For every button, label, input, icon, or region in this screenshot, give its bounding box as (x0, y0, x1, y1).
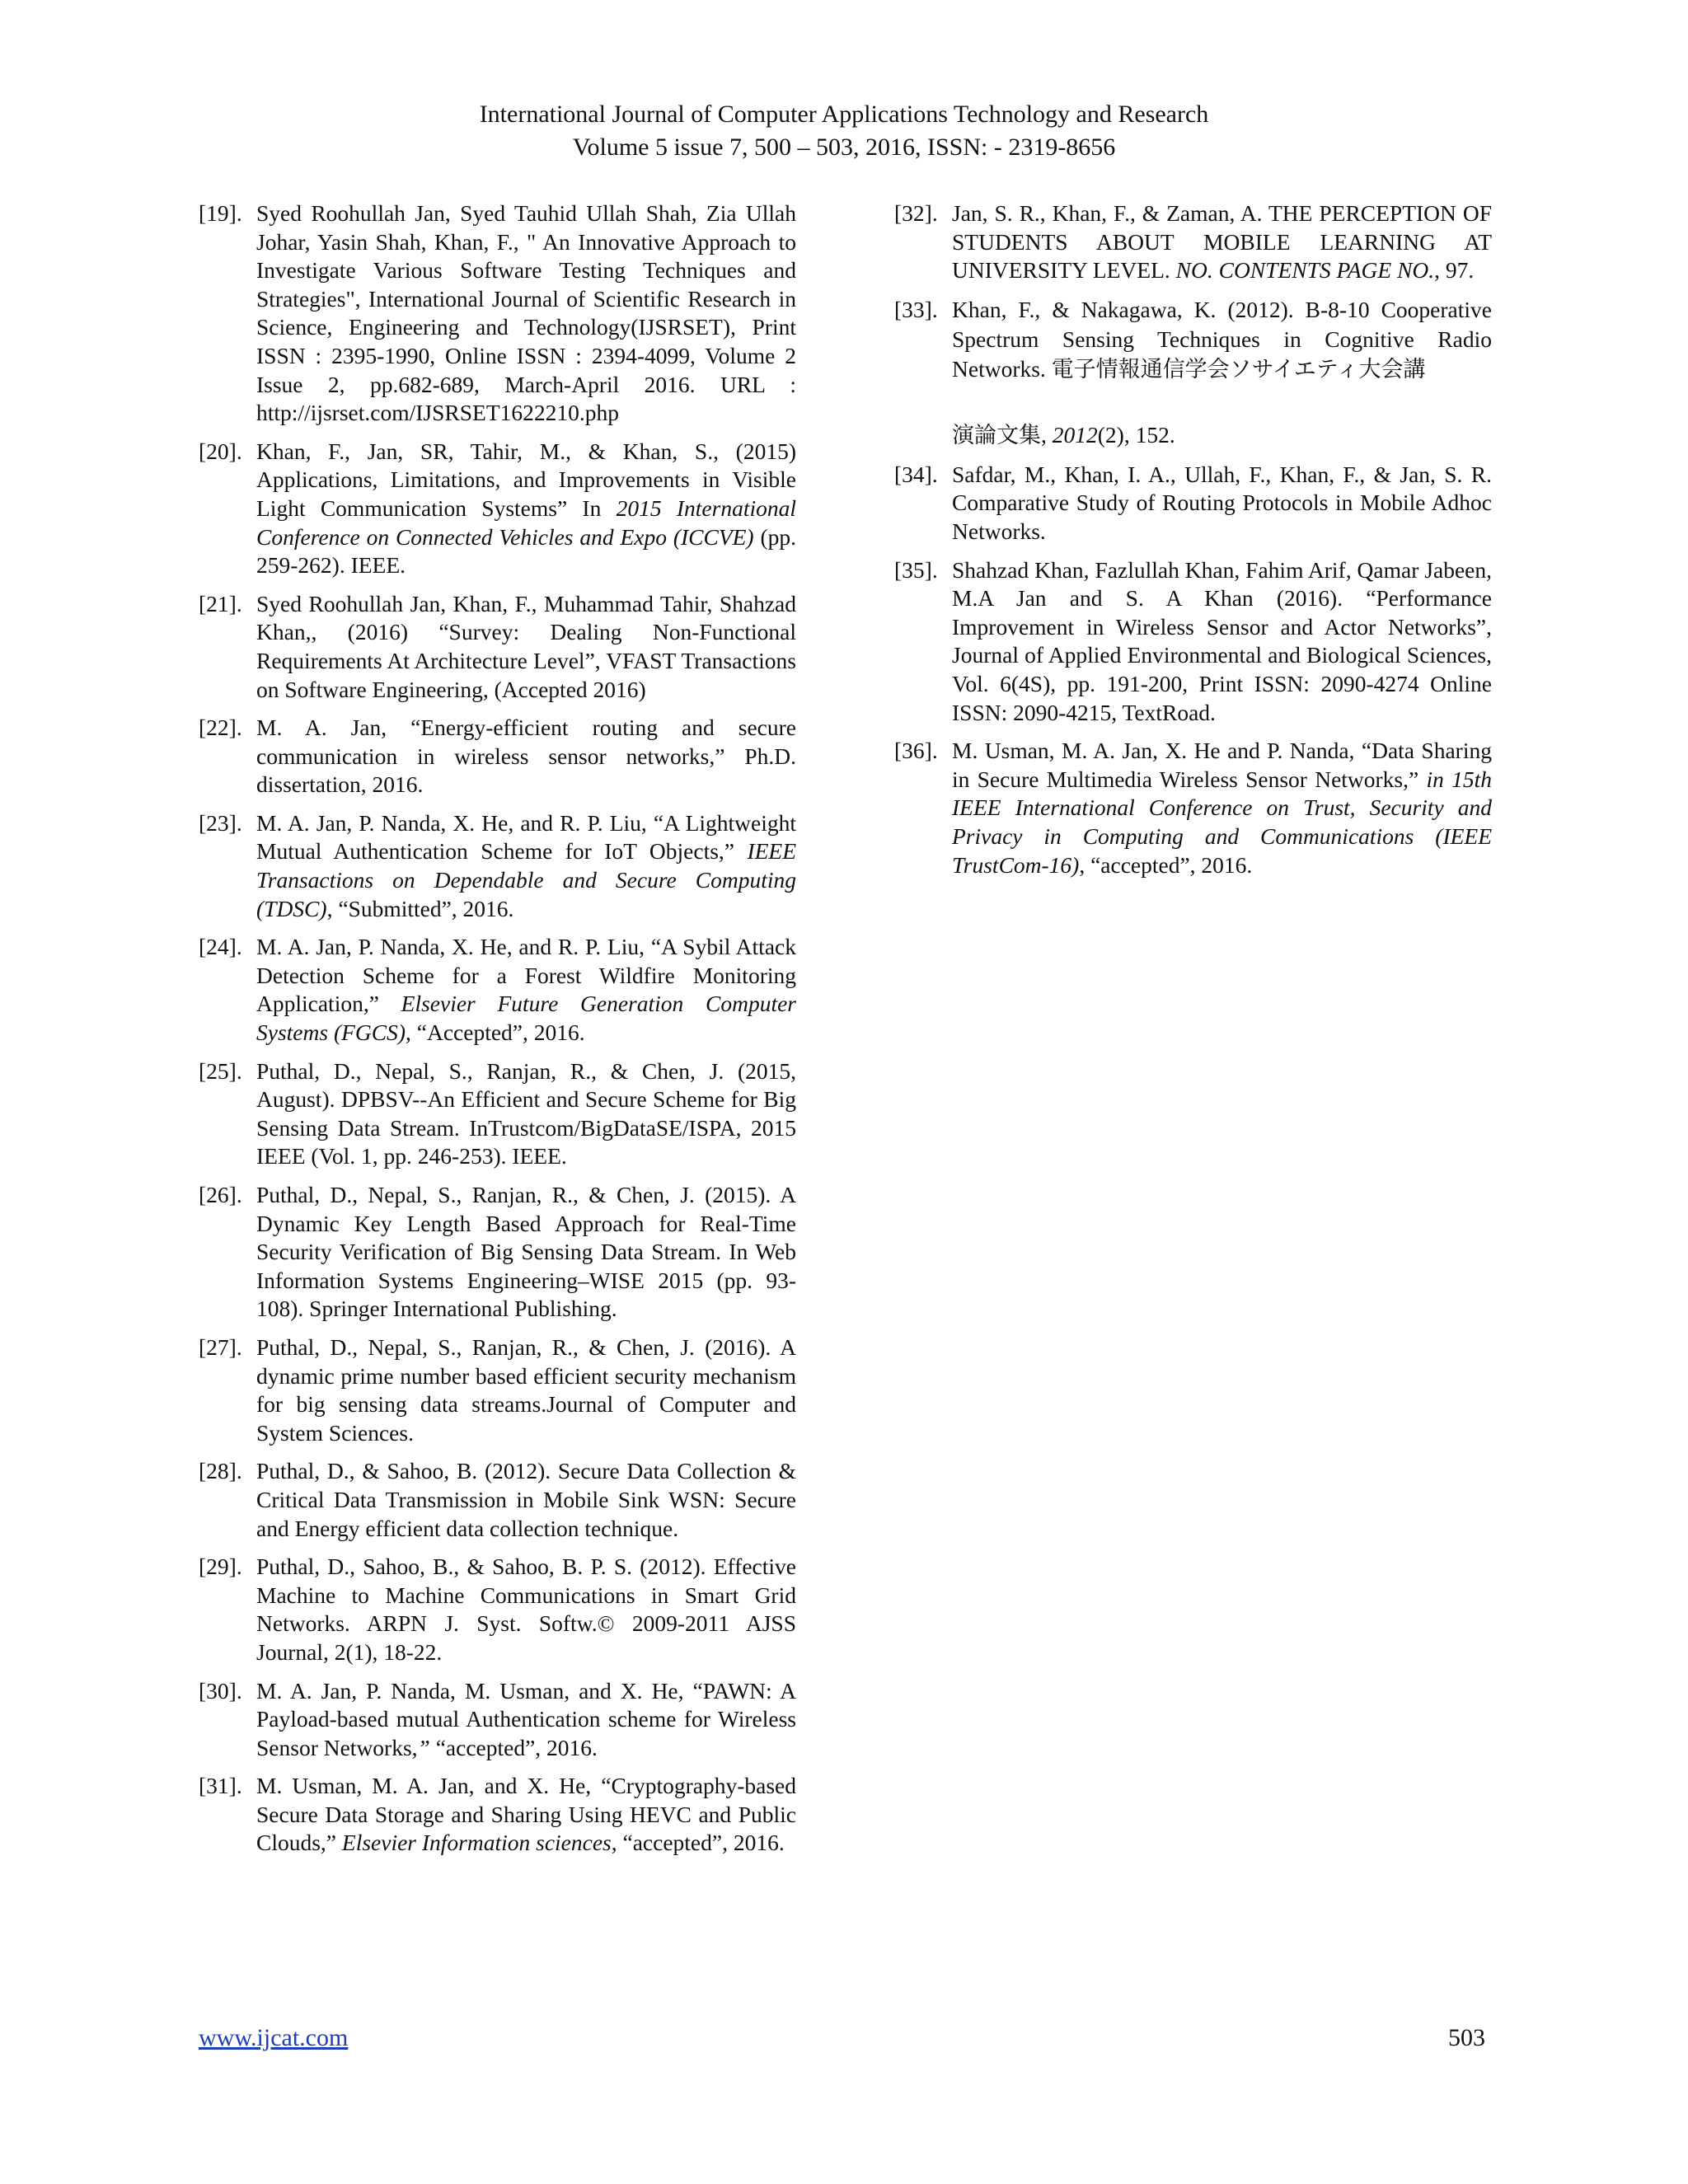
reference-text: Puthal, D., Nepal, S., Ranjan, R., & Chen, J. (2015). A Dynamic Key Length Based Approach for Real-Time Security Verification of Big Sensing Data Stream. In Web Information Systems Engineering–WISE 2015 (pp. 93-108). Springer International Publishing. (256, 1182, 796, 1322)
reference-venue: NO. CONTENTS PAGE NO. (1175, 257, 1435, 284)
reference-19 (199, 199, 796, 428)
reference-number: [34]. (894, 461, 938, 487)
reference-number: [22]. (199, 715, 242, 741)
references-right-column (894, 199, 1492, 889)
reference-number: [35]. (894, 556, 938, 583)
reference-32 (894, 199, 1492, 285)
reference-text: M. Usman, M. A. Jan, X. He and P. Nanda, “Data Sharing in Secure Multimedia Wireless Sensor Networks,” (952, 738, 1492, 792)
reference-36 (894, 737, 1492, 879)
reference-number: [30]. (199, 1677, 242, 1704)
journal-title: International Journal of Computer Applications Technology and Research (479, 101, 1209, 128)
reference-27 (199, 1333, 796, 1447)
reference-text: Khan, F., & Nakagawa, K. (2012). B-8-10 Cooperative Spectrum Sensing Techniques in Cognitive Radio Networks. (952, 296, 1492, 382)
reference-number: [32]. (894, 200, 938, 226)
reference-text-tail: “accepted”, 2016. (429, 1734, 598, 1760)
reference-text-tail: , “Submitted”, 2016. (326, 895, 514, 921)
journal-volume-issn: Volume 5 issue 7, 500 – 503, 2016, ISSN: - 2319-8656 (572, 134, 1116, 161)
reference-number: [25]. (199, 1057, 242, 1084)
journal-website-link[interactable]: www.ijcat.com (199, 2024, 349, 2051)
reference-number: [28]. (199, 1458, 242, 1484)
reference-text: Puthal, D., Sahoo, B., & Sahoo, B. P. S. (2012). Effective Machine to Machine Communications in Smart Grid Networks. ARPN J. Syst. Softw.© 2009-2011 AJSS Journal, 2(1), 18-22. (256, 1554, 796, 1665)
reference-text-tail: , “accepted”, 2016. (1079, 851, 1253, 878)
reference-number: [27]. (199, 1333, 242, 1360)
reference-34 (894, 461, 1492, 546)
reference-separator: , (1041, 421, 1053, 448)
reference-text-tail: (pp. 259-262). IEEE. (256, 523, 796, 579)
reference-number: [24]. (199, 934, 242, 960)
reference-italic-quote: ,” (411, 1734, 430, 1760)
reference-text-tail: , 97. (1434, 257, 1475, 284)
reference-venue: Elsevier Information sciences (341, 1830, 612, 1856)
references-left-column (199, 199, 796, 1868)
reference-number: [33]. (894, 296, 938, 322)
reference-text: Jan, S. R., Khan, F., & Zaman, A. THE PERCEPTION OF STUDENTS ABOUT MOBILE LEARNING AT UNIVERSITY LEVEL. (952, 200, 1492, 284)
reference-26 (199, 1181, 796, 1324)
reference-number: [26]. (199, 1182, 242, 1207)
reference-29 (199, 1553, 796, 1666)
reference-text: Khan, F., Jan, SR, Tahir, M., & Khan, S., (2015) Applications, Limitations, and Improvements in Visible Light Communication Systems” In (256, 438, 796, 521)
reference-text: Safdar, M., Khan, I. A., Ullah, F., Khan, F., & Jan, S. R. Comparative Study of Routing Protocols in Mobile Adhoc Networks. (952, 461, 1492, 544)
reference-25 (199, 1057, 796, 1171)
reference-venue: IEEE Transactions on Dependable and Secure Computing (TDSC) (256, 838, 796, 921)
reference-text-tail: , “Accepted”, 2016. (406, 1019, 585, 1046)
reference-text: M. A. Jan, P. Nanda, X. He, and R. P. Liu, “A Lightweight Mutual Authentication Scheme for IoT Objects,” (256, 809, 796, 865)
reference-text-tail: (2), 152. (1097, 421, 1175, 448)
reference-number: [36]. (894, 738, 938, 764)
reference-20 (199, 438, 796, 580)
reference-number: [31]. (199, 1773, 242, 1799)
reference-volume: 2012 (1052, 421, 1098, 448)
reference-23 (199, 809, 796, 923)
reference-venue: in 15th IEEE International Conference on Trust, Security and Privacy in Computing and Communications (IEEE TrustCom-16) (952, 766, 1492, 878)
reference-35 (894, 556, 1492, 728)
reference-28 (199, 1457, 796, 1543)
reference-text: Puthal, D., Nepal, S., Ranjan, R., & Chen, J. (2016). A dynamic prime number based efficient security mechanism for big sensing data streams.Journal of Computer and System Sciences. (256, 1333, 796, 1446)
reference-33 (894, 295, 1492, 451)
reference-number: [23]. (199, 809, 242, 836)
reference-number: [20]. (199, 438, 242, 464)
reference-30 (199, 1677, 796, 1763)
reference-number: [21]. (199, 590, 242, 616)
reference-24 (199, 933, 796, 1047)
page-header (0, 98, 1688, 164)
reference-31 (199, 1772, 796, 1858)
reference-text: Puthal, D., & Sahoo, B. (2012). Secure Data Collection & Critical Data Transmission in Mobile Sink WSN: Secure and Energy efficient data collection technique. (256, 1458, 796, 1541)
reference-venue: Elsevier Future Generation Computer Systems (FGCS) (256, 991, 796, 1046)
reference-text: Puthal, D., Nepal, S., Ranjan, R., & Chen, J. (2015, August). DPBSV--An Efficient and Secure Scheme for Big Sensing Data Stream. InTrustcom/BigDataSE/ISPA, 2015 IEEE (Vol. 1, pp. 246-253). IEEE. (256, 1057, 796, 1169)
reference-japanese-title: 電子情報通信学会ソサイエティ大会講 (1051, 356, 1426, 382)
page-number: 503 (1448, 2024, 1485, 2051)
reference-text: Shahzad Khan, Fazlullah Khan, Fahim Arif, Qamar Jabeen, M.A Jan and S. A Khan (2016). “Performance Improvement in Wireless Sensor and Actor Networks”, Journal of Applied Environmental and Biological Sciences, Vol. 6(4S), pp. 191-200, Print ISSN: 2090-4274 Online ISSN: 2090-4215, TextRoad. (952, 556, 1492, 725)
reference-21 (199, 590, 796, 704)
reference-number: [29]. (199, 1554, 242, 1580)
reference-number: [19]. (199, 200, 242, 226)
reference-text-tail: , “accepted”, 2016. (611, 1830, 785, 1856)
reference-venue: 2015 International Conference on Connected Vehicles and Expo (ICCVE) (256, 494, 796, 550)
reference-text: M. A. Jan, P. Nanda, M. Usman, and X. He, “PAWN: A Payload-based mutual Authentication scheme for Wireless Sensor Networks (256, 1677, 796, 1760)
reference-japanese-title-cont: 演論文集 (952, 422, 1041, 448)
reference-text: M. A. Jan, “Energy-efficient routing and secure communication in wireless sensor networks,” Ph.D. dissertation, 2016. (256, 715, 796, 798)
reference-text: Syed Roohullah Jan, Khan, F., Muhammad Tahir, Shahzad Khan,, (2016) “Survey: Dealing Non-Functional Requirements At Architecture Level”, VFAST Transactions on Software Engineering, (Accepted 2016) (256, 590, 796, 702)
reference-text: M. Usman, M. A. Jan, and X. He, “Cryptography-based Secure Data Storage and Sharing Using HEVC and Public Clouds,” (256, 1773, 796, 1856)
reference-text: M. A. Jan, P. Nanda, X. He, and R. P. Liu, “A Sybil Attack Detection Scheme for a Forest Wildfire Monitoring Application,” (256, 934, 796, 1017)
reference-text: Syed Roohullah Jan, Syed Tauhid Ullah Shah, Zia Ullah Johar, Yasin Shah, Khan, F., " An Innovative Approach to Investigate Various Software Testing Techniques and Strategies", International Journal of Scientific Research in Science, Engineering and Technology(IJSRSET), Print ISSN : 2395-1990, Online ISSN : 2394-4099, Volume 2 Issue 2, pp.682-689, March-April 2016. URL : http://ijsrset.com/IJSRSET1622210.php (256, 200, 796, 426)
reference-22 (199, 714, 796, 799)
